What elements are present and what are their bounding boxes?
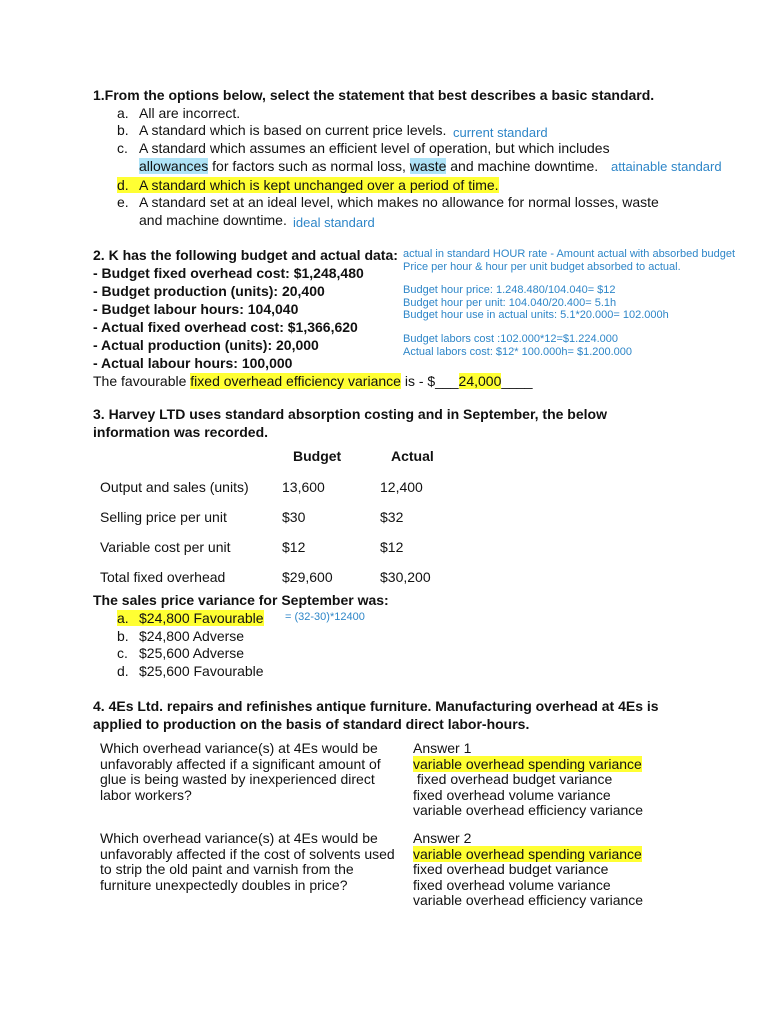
q4-question-line1: 4. 4Es Ltd. repairs and refinishes antique furniture. Manufacturing overhead at 4Es is — [93, 698, 659, 714]
option-text: A standard set at an ideal level, which makes no allowance for normal losses, waste — [139, 194, 659, 210]
q1-option-c-line2 — [139, 158, 598, 175]
option-letter: a. — [117, 105, 129, 121]
q3-question-line1: 3. Harvey LTD uses standard absorption costing and in September, the below — [93, 406, 607, 422]
answer-text: ____ — [501, 373, 533, 389]
q1-note-c: attainable standard — [611, 159, 722, 174]
option-text: $25,600 Adverse — [139, 645, 245, 661]
q1-option-d — [117, 177, 499, 194]
q1-option-e-line2: and machine downtime. — [139, 212, 287, 228]
option-text: A standard which is based on current price levels. — [139, 122, 447, 138]
answer-text: The favourable — [93, 373, 191, 389]
q2-note: Budget hour price: 1.248.480/104.040= $12 — [403, 284, 616, 296]
option-letter: c. — [117, 645, 128, 661]
option-text: A standard which is kept unchanged over a period of time. — [139, 177, 499, 193]
option-text: $24,800 Favourable — [139, 610, 264, 626]
q1-question: 1.From the options below, select the statement that best describes a basic standard. — [93, 87, 655, 103]
q4-answer1-option: fixed overhead volume variance — [413, 787, 611, 803]
option-letter: c. — [117, 140, 128, 156]
q3-row-label: Output and sales (units) — [100, 479, 249, 495]
option-text: All are incorrect. — [139, 105, 241, 121]
q3-option-a — [117, 610, 264, 627]
q3-col-actual: Actual — [391, 448, 434, 464]
q2-header: 2. K has the following budget and actual data: — [93, 247, 398, 263]
q3-row-actual: $32 — [380, 509, 404, 525]
q2-note: Price per hour & hour per unit budget absorbed to actual. — [403, 261, 681, 273]
q4-block2-question: to strip the old paint and varnish from the — [100, 861, 354, 877]
q1-note-e: ideal standard — [293, 215, 375, 230]
q2-line: - Budget production (units): 20,400 — [93, 283, 325, 299]
q3-subquestion: The sales price variance for September was: — [93, 592, 389, 608]
q2-line: - Actual fixed overhead cost: $1,366,620 — [93, 319, 358, 335]
highlight-waste: waste — [409, 158, 447, 174]
q4-block1-question: unfavorably affected if a significant amount of — [100, 756, 381, 772]
option-text: and machine downtime. — [446, 158, 599, 174]
q4-answer2-title: Answer 2 — [413, 830, 472, 846]
q4-block2-question: Which overhead variance(s) at 4Es would be — [100, 830, 378, 846]
q3-row-label: Total fixed overhead — [100, 569, 226, 585]
q4-block2-question: unfavorably affected if the cost of solvents used — [100, 846, 395, 862]
q3-option-b — [117, 628, 244, 645]
q3-row-budget: $12 — [282, 539, 306, 555]
option-letter: e. — [117, 194, 129, 210]
q2-note: Actual labors cost: $12* 100.000h= $1.200.000 — [403, 346, 633, 358]
q3-row-actual: $30,200 — [380, 569, 431, 585]
option-letter: d. — [117, 663, 129, 679]
answer-value: 24,000 — [458, 373, 502, 389]
q3-row-label: Variable cost per unit — [100, 539, 231, 555]
q4-answer2-option: fixed overhead volume variance — [413, 877, 611, 893]
answer-text: is - $___ — [400, 373, 459, 389]
option-letter: a. — [117, 610, 129, 626]
q3-row-budget: $29,600 — [282, 569, 333, 585]
q1-option-e — [117, 194, 659, 211]
q3-row-budget: $30 — [282, 509, 306, 525]
q2-note: Budget hour use in actual units: 5.1*20.000= 102.000h — [403, 309, 669, 321]
highlight-allowances: allowances — [139, 158, 209, 174]
q2-line: - Actual production (units): 20,000 — [93, 337, 319, 353]
q2-line: - Budget labour hours: 104,040 — [93, 301, 299, 317]
q1-option-b — [117, 122, 446, 139]
q4-answer1-title: Answer 1 — [413, 740, 472, 756]
option-letter: b. — [117, 122, 129, 138]
q4-answer2-option: fixed overhead budget variance — [413, 861, 609, 877]
q2-note: actual in standard HOUR rate - Amount actual with absorbed budget — [403, 248, 736, 260]
q3-col-budget: Budget — [293, 448, 342, 464]
q4-question-line2: applied to production on the basis of standard direct labor-hours. — [93, 716, 530, 732]
q3-row-budget: 13,600 — [282, 479, 325, 495]
q2-note: Budget labors cost :102.000*12=$1.224.000 — [403, 333, 618, 345]
q4-block2-question: furniture unexpectedly doubles in price? — [100, 877, 348, 893]
q1-option-c — [117, 140, 610, 157]
q4-block1-question: labor workers? — [100, 787, 192, 803]
q4-answer2-option: variable overhead efficiency variance — [413, 892, 644, 908]
option-text: for factors such as normal loss, — [208, 158, 410, 174]
q4-block1-question: Which overhead variance(s) at 4Es would be — [100, 740, 378, 756]
q4-answer1-option: fixed overhead budget variance — [413, 771, 613, 787]
q4-answer1-option: variable overhead efficiency variance — [413, 802, 644, 818]
q1-option-a — [117, 105, 240, 122]
q3-row-actual: $12 — [380, 539, 404, 555]
option-text: $25,600 Favourable — [139, 663, 264, 679]
q2-line: - Budget fixed overhead cost: $1,248,480 — [93, 265, 364, 281]
option-letter: b. — [117, 628, 129, 644]
q3-option-c — [117, 645, 244, 662]
q3-option-d — [117, 663, 264, 680]
highlight-answer: variable overhead spending variance — [413, 756, 642, 772]
highlight-answer: variable overhead spending variance — [413, 846, 642, 862]
q3-question-line2: information was recorded. — [93, 424, 269, 440]
highlight-variance: fixed overhead efficiency variance — [190, 373, 401, 389]
q2-note: Budget hour per unit: 104.040/20.400= 5.1h — [403, 297, 617, 309]
q4-block1-question: glue is being wasted by inexperienced direct — [100, 771, 375, 787]
q2-line: - Actual labour hours: 100,000 — [93, 355, 293, 371]
q1-note-b: current standard — [453, 125, 548, 140]
q2-answer — [93, 373, 533, 390]
option-text: $24,800 Adverse — [139, 628, 245, 644]
q3-row-label: Selling price per unit — [100, 509, 227, 525]
q3-note: = (32-30)*12400 — [285, 611, 365, 623]
option-letter: d. — [117, 177, 129, 193]
q3-row-actual: 12,400 — [380, 479, 423, 495]
option-text: A standard which assumes an efficient level of operation, but which includes — [139, 140, 610, 156]
